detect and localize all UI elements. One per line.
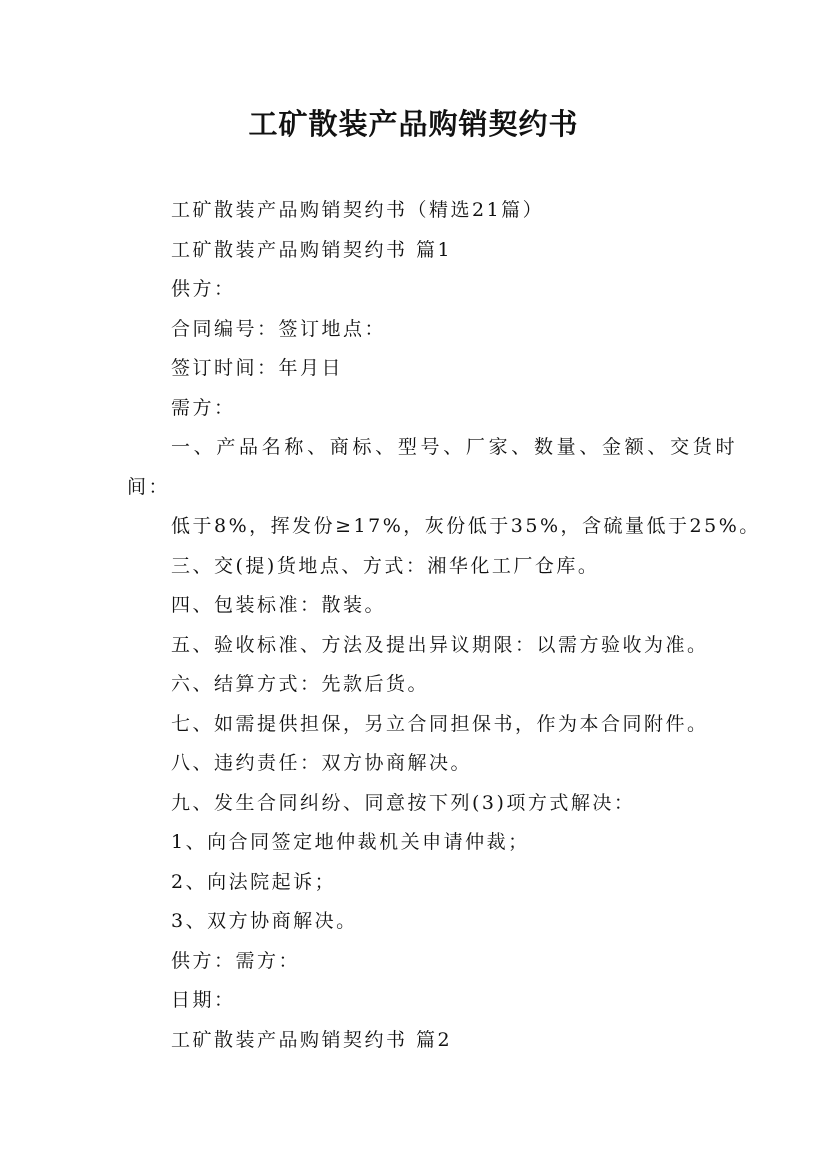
paragraph-collection-heading: 工矿散装产品购销契约书（精选21篇） bbox=[171, 199, 545, 221]
paragraph-buyer: 需方： bbox=[171, 396, 236, 419]
paragraph-clause-1: 一、产品名称、商标、型号、厂家、数量、金额、交货时间： bbox=[127, 436, 737, 498]
paragraph-clause-5: 五、验收标准、方法及提出异议期限：以需方验收为准。 bbox=[171, 633, 709, 656]
paragraph-signing-date: 签订时间：年月日 bbox=[171, 357, 344, 379]
paragraph-contract-number: 合同编号：签订地点： bbox=[171, 317, 387, 340]
paragraph-option-3: 3、双方协商解决。 bbox=[171, 910, 358, 932]
paragraph-option-2: 2、向法院起诉； bbox=[171, 870, 337, 893]
document-title: 工矿散装产品购销契约书 bbox=[248, 107, 579, 141]
document-body bbox=[127, 191, 761, 1060]
paragraph-clause-6: 六、结算方式：先款后货。 bbox=[171, 673, 430, 695]
paragraph-clause-3: 三、交(提)货地点、方式：湘华化工厂仓库。 bbox=[171, 554, 600, 577]
paragraph-signatures: 供方：需方： bbox=[171, 949, 301, 972]
paragraph-option-1: 1、向合同签定地仲裁机关申请仲裁； bbox=[171, 831, 530, 853]
paragraph-supplier: 供方： bbox=[171, 278, 236, 300]
paragraph-clause-8: 八、违约责任：双方协商解决。 bbox=[171, 752, 473, 774]
paragraph-section-heading-1: 工矿散装产品购销契约书 篇1 bbox=[171, 238, 453, 261]
paragraph-clause-9: 九、发生合同纠纷、同意按下列(3)项方式解决： bbox=[171, 791, 636, 814]
paragraph-quality-spec: 低于8%，挥发份≥17%，灰份低于35%，含硫量低于25%。 bbox=[171, 515, 761, 537]
paragraph-section-heading-2: 工矿散装产品购销契约书 篇2 bbox=[171, 1028, 453, 1051]
paragraph-clause-4: 四、包装标准：散装。 bbox=[171, 594, 387, 616]
paragraph-date: 日期： bbox=[171, 989, 236, 1011]
paragraph-clause-7: 七、如需提供担保，另立合同担保书，作为本合同附件。 bbox=[171, 712, 709, 735]
